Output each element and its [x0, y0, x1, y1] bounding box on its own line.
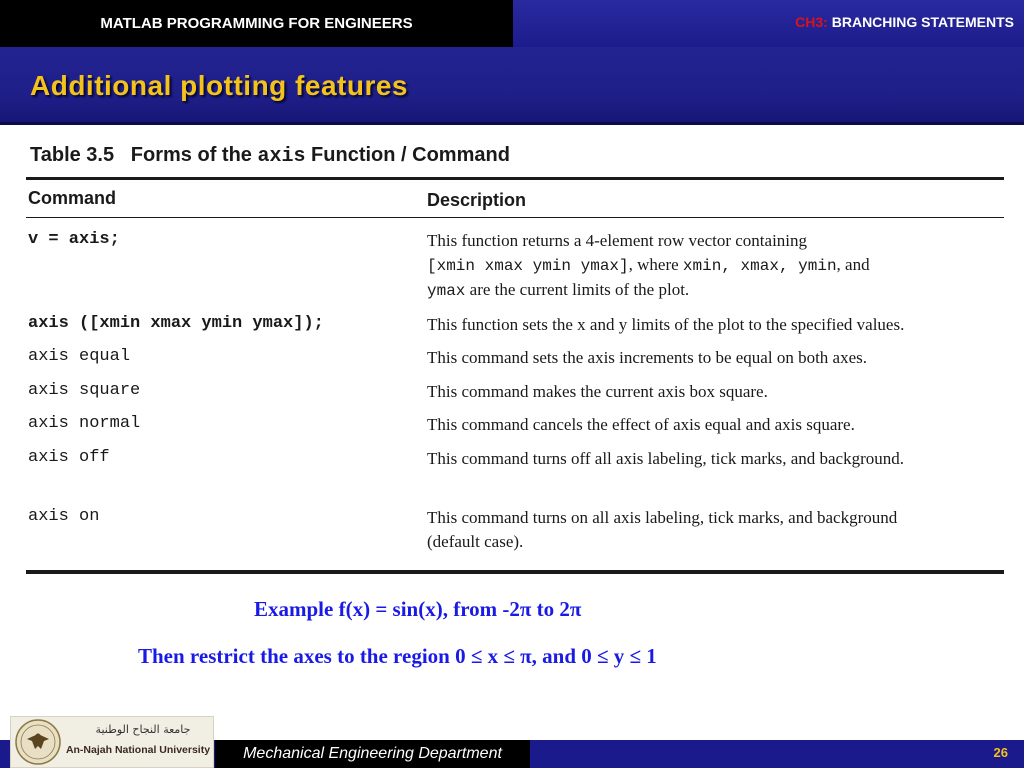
table-top-rule — [26, 177, 1004, 180]
department-label: Mechanical Engineering Department — [215, 740, 530, 768]
table-row-description: This command turns off all axis labeling, tick marks, and background. — [427, 449, 904, 468]
table-caption-number: Table 3.5 — [30, 144, 115, 166]
example-line-1: Example f(x) = sin(x), from -2π to 2π — [254, 597, 582, 621]
table-row-description: This command cancels the effect of axis equal and axis square. — [427, 415, 855, 434]
table-row-command: axis ([xmin xmax ymin ymax]); — [28, 314, 324, 333]
column-header-description: Description — [427, 190, 527, 210]
course-header — [0, 0, 513, 47]
table-row-description: This function sets the x and y limits of the plot to the specified values. — [427, 315, 905, 334]
university-name-english: An-Najah National University — [65, 744, 211, 756]
table-bottom-rule — [26, 570, 1004, 574]
table-caption-code: axis — [257, 145, 306, 168]
table-row-description: This command sets the axis increments to be equal on both axes. — [427, 348, 868, 367]
table-row-command: axis square — [28, 381, 141, 400]
university-logo — [10, 716, 214, 768]
page-number: 26 — [993, 745, 1008, 760]
table-row-description: This function returns a 4-element row vector containing [xmin xmax ymin ymax], where xmin, xmax, ymin, and ymax are the current limits of the plot. — [427, 231, 870, 300]
table-row-description: This command turns on all axis labeling, tick marks, and background (default case). — [427, 508, 898, 551]
university-seal-icon — [15, 719, 61, 765]
column-header-command: Command — [28, 188, 117, 208]
axis-table — [18, 130, 1008, 580]
table-row-command: axis equal — [28, 347, 131, 366]
slide-title: Additional plotting features — [30, 70, 408, 101]
chapter-title: BRANCHING STATEMENTS — [827, 14, 1014, 30]
university-name-arabic: جامعة النجاح الوطنية — [95, 723, 191, 736]
title-band — [0, 47, 1024, 125]
example-line-2: Then restrict the axes to the region 0 ≤ x ≤ π, and 0 ≤ y ≤ 1 — [138, 644, 657, 668]
table-row-command: axis off — [28, 448, 110, 467]
course-title: MATLAB PROGRAMMING FOR ENGINEERS — [100, 15, 413, 32]
table-row-description: This command makes the current axis box square. — [427, 382, 768, 401]
chapter-header — [513, 0, 1024, 47]
table-header-rule — [26, 217, 1004, 218]
table-row-command: axis normal — [28, 414, 141, 433]
table-row-command: v = axis; — [28, 230, 120, 249]
chapter-tag: CH3: — [795, 14, 828, 30]
table-row-command: axis on — [28, 507, 100, 526]
table-caption: Table 3.5 Forms of the axis Function / Command — [30, 144, 510, 168]
